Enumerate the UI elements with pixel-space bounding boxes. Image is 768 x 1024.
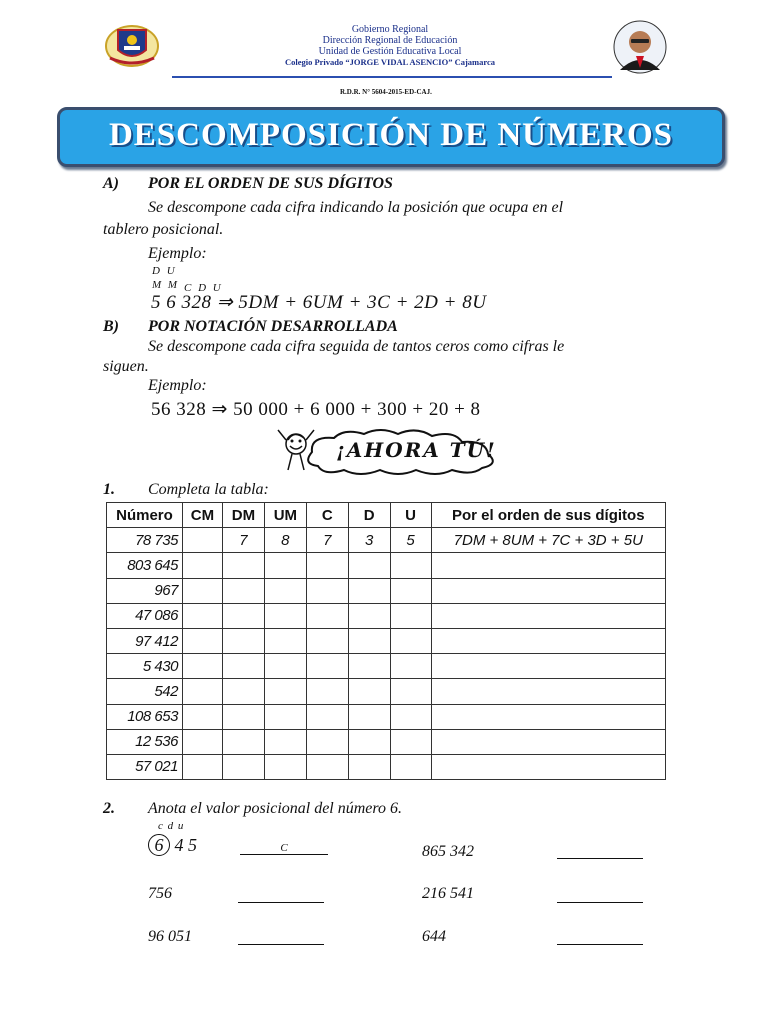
table-row: [107, 679, 666, 704]
table-cell[interactable]: [306, 603, 348, 628]
header-um: UM: [264, 503, 306, 528]
table-cell[interactable]: [431, 654, 665, 679]
table-cell[interactable]: [182, 528, 222, 553]
table-cell[interactable]: [222, 578, 264, 603]
page-title: DESCOMPOSICIÓN DE NÚMEROS: [108, 117, 674, 153]
table-cell-number: 803 645: [107, 553, 183, 578]
section-b-text-1: Se descompone cada cifra seguida de tantos ceros como cifras le: [148, 338, 565, 355]
table-cell-number: 967: [107, 578, 183, 603]
section-b-label: B): [103, 318, 119, 335]
table-cell[interactable]: [431, 553, 665, 578]
ex2-item-1: 865 342: [422, 843, 474, 860]
answer-line-5: [238, 932, 324, 950]
section-a-superscript-1: D U: [152, 265, 177, 277]
table-cell[interactable]: [348, 603, 390, 628]
table-cell[interactable]: [222, 704, 264, 729]
table-cell[interactable]: [306, 578, 348, 603]
resolution-number: R.D.R. N° 5604-2015-ED-CAJ.: [340, 88, 432, 96]
table-cell[interactable]: [348, 578, 390, 603]
section-a-text-1: Se descompone cada cifra indicando la posición que ocupa en el: [148, 199, 564, 216]
table-cell-number: 57 021: [107, 754, 183, 779]
table-row: [107, 528, 666, 553]
table-cell[interactable]: [182, 603, 222, 628]
table-cell[interactable]: [182, 553, 222, 578]
ex2-first-number: [148, 834, 197, 856]
table-row: [107, 729, 666, 754]
first-number-rest: 4 5: [174, 835, 197, 855]
table-cell[interactable]: [306, 553, 348, 578]
exercise-1-instruction: Completa la tabla:: [148, 481, 269, 498]
table-cell[interactable]: [390, 553, 431, 578]
table-cell[interactable]: [431, 679, 665, 704]
ex2-item-5: 644: [422, 928, 446, 945]
answer-line-1: [240, 842, 328, 855]
header-u: U: [390, 503, 431, 528]
table-cell[interactable]: [348, 729, 390, 754]
table-cell[interactable]: [222, 729, 264, 754]
table-cell[interactable]: [182, 754, 222, 779]
section-a-superscript-2: M M: [152, 279, 180, 291]
table-cell[interactable]: [222, 553, 264, 578]
table-cell[interactable]: [264, 628, 306, 653]
table-cell[interactable]: [222, 654, 264, 679]
answer-line-6: [557, 932, 643, 950]
section-b-text-2: siguen.: [103, 358, 149, 375]
section-b-example: 56 328 ⇒ 50 000 + 6 000 + 300 + 20 + 8: [151, 399, 481, 420]
header-line-2: Dirección Regional de Educación: [322, 35, 458, 46]
table-cell[interactable]: [182, 654, 222, 679]
header-numero: Número: [107, 503, 183, 528]
table-cell[interactable]: [431, 754, 665, 779]
section-b-heading: POR NOTACIÓN DESARROLLADA: [148, 318, 398, 335]
ex2-item-2: 756: [148, 885, 172, 902]
table-cell[interactable]: [431, 729, 665, 754]
table-row: [107, 754, 666, 779]
exercise-2-instruction: Anota el valor posicional del número 6.: [148, 800, 403, 817]
table-row: [107, 578, 666, 603]
ex2-superscript: c d u: [158, 820, 185, 832]
header-cm: CM: [182, 503, 222, 528]
table-row: [107, 628, 666, 653]
table-cell[interactable]: [431, 578, 665, 603]
section-b-example-label: Ejemplo:: [148, 377, 207, 394]
ahora-tu-banner: [272, 424, 504, 478]
table-row: [107, 603, 666, 628]
ex2-item-3: 216 541: [422, 885, 474, 902]
header-descomposition: Por el orden de sus dígitos: [431, 503, 665, 528]
table-cell: 7: [306, 528, 348, 553]
table-cell[interactable]: [182, 679, 222, 704]
section-a-label: A): [103, 175, 119, 192]
table-cell[interactable]: [390, 754, 431, 779]
table-cell[interactable]: [222, 603, 264, 628]
school-crest-logo: [104, 22, 160, 70]
table-cell[interactable]: [390, 704, 431, 729]
title-banner: [57, 107, 725, 167]
table-cell-number: 542: [107, 679, 183, 704]
table-cell[interactable]: [182, 628, 222, 653]
table-cell[interactable]: [390, 729, 431, 754]
table-cell[interactable]: [390, 578, 431, 603]
table-row: [107, 553, 666, 578]
section-a-superscript-3: C D U: [184, 282, 223, 294]
header-line-3: Unidad de Gestión Educativa Local: [318, 46, 462, 57]
table-cell[interactable]: [431, 603, 665, 628]
table-cell: 7: [222, 528, 264, 553]
table-cell[interactable]: [306, 729, 348, 754]
header-divider: [172, 76, 612, 78]
table-cell-number: 108 653: [107, 704, 183, 729]
header-dm: DM: [222, 503, 264, 528]
table-cell-number: 78 735: [107, 528, 183, 553]
table-cell[interactable]: [264, 704, 306, 729]
table-cell[interactable]: [222, 754, 264, 779]
table-cell[interactable]: [348, 704, 390, 729]
table-cell-number: 5 430: [107, 654, 183, 679]
exercise-1-number: 1.: [103, 481, 115, 498]
table-cell[interactable]: [264, 553, 306, 578]
header-line-4: Colegio Privado “JORGE VIDAL ASENCIO” Cajamarca: [284, 57, 496, 67]
header-d: D: [348, 503, 390, 528]
table-cell[interactable]: [264, 603, 306, 628]
table-cell[interactable]: [431, 628, 665, 653]
table-cell[interactable]: [264, 654, 306, 679]
table-cell[interactable]: [306, 654, 348, 679]
answer-line-2: [557, 846, 643, 864]
table-cell[interactable]: [348, 754, 390, 779]
table-cell[interactable]: [222, 628, 264, 653]
table-cell[interactable]: [390, 628, 431, 653]
table-cell[interactable]: [182, 704, 222, 729]
circled-digit: 6: [148, 834, 170, 856]
answer-value: C: [280, 842, 288, 854]
table-cell[interactable]: [390, 679, 431, 704]
section-a-text-2: tablero posicional.: [103, 221, 224, 238]
table-cell-number: 47 086: [107, 603, 183, 628]
table-cell[interactable]: [264, 578, 306, 603]
header-line-1: Gobierno Regional: [351, 24, 429, 35]
table-cell[interactable]: [182, 729, 222, 754]
answer-line-3: [238, 890, 324, 908]
table-cell[interactable]: [222, 679, 264, 704]
table-cell: 5: [390, 528, 431, 553]
table-cell[interactable]: [264, 679, 306, 704]
table-cell[interactable]: [306, 628, 348, 653]
table-cell[interactable]: [431, 704, 665, 729]
table-cell[interactable]: [306, 754, 348, 779]
table-cell[interactable]: [306, 679, 348, 704]
table-cell-number: 97 412: [107, 628, 183, 653]
table-cell[interactable]: [306, 704, 348, 729]
header-c: C: [306, 503, 348, 528]
portrait-photo: [612, 20, 668, 74]
table-cell[interactable]: [348, 628, 390, 653]
answer-line-4: [557, 890, 643, 908]
banner-text: ¡AHORA TÚ!: [336, 438, 497, 462]
table-row: [107, 704, 666, 729]
table-cell-number: 12 536: [107, 729, 183, 754]
cheering-kid-icon: [274, 426, 318, 476]
table-cell[interactable]: [390, 654, 431, 679]
table-cell: 7DM + 8UM + 7C + 3D + 5U: [431, 528, 665, 553]
table-cell[interactable]: [390, 603, 431, 628]
table-header-row: [107, 503, 666, 528]
table-cell: 3: [348, 528, 390, 553]
ex2-item-4: 96 051: [148, 928, 192, 945]
table-cell[interactable]: [182, 578, 222, 603]
table-cell[interactable]: [348, 679, 390, 704]
table-cell[interactable]: [348, 654, 390, 679]
table-cell: 8: [264, 528, 306, 553]
table-row: [107, 654, 666, 679]
table-cell[interactable]: [348, 553, 390, 578]
place-value-table: [106, 502, 666, 780]
section-a-example-label: Ejemplo:: [148, 245, 207, 262]
exercise-2-number: 2.: [103, 800, 115, 817]
section-a-heading: POR EL ORDEN DE SUS DÍGITOS: [148, 175, 393, 192]
table-cell[interactable]: [264, 729, 306, 754]
section-a-example: 5 6 328 ⇒ 5DM + 6UM + 3C + 2D + 8U: [151, 292, 487, 313]
table-cell[interactable]: [264, 754, 306, 779]
